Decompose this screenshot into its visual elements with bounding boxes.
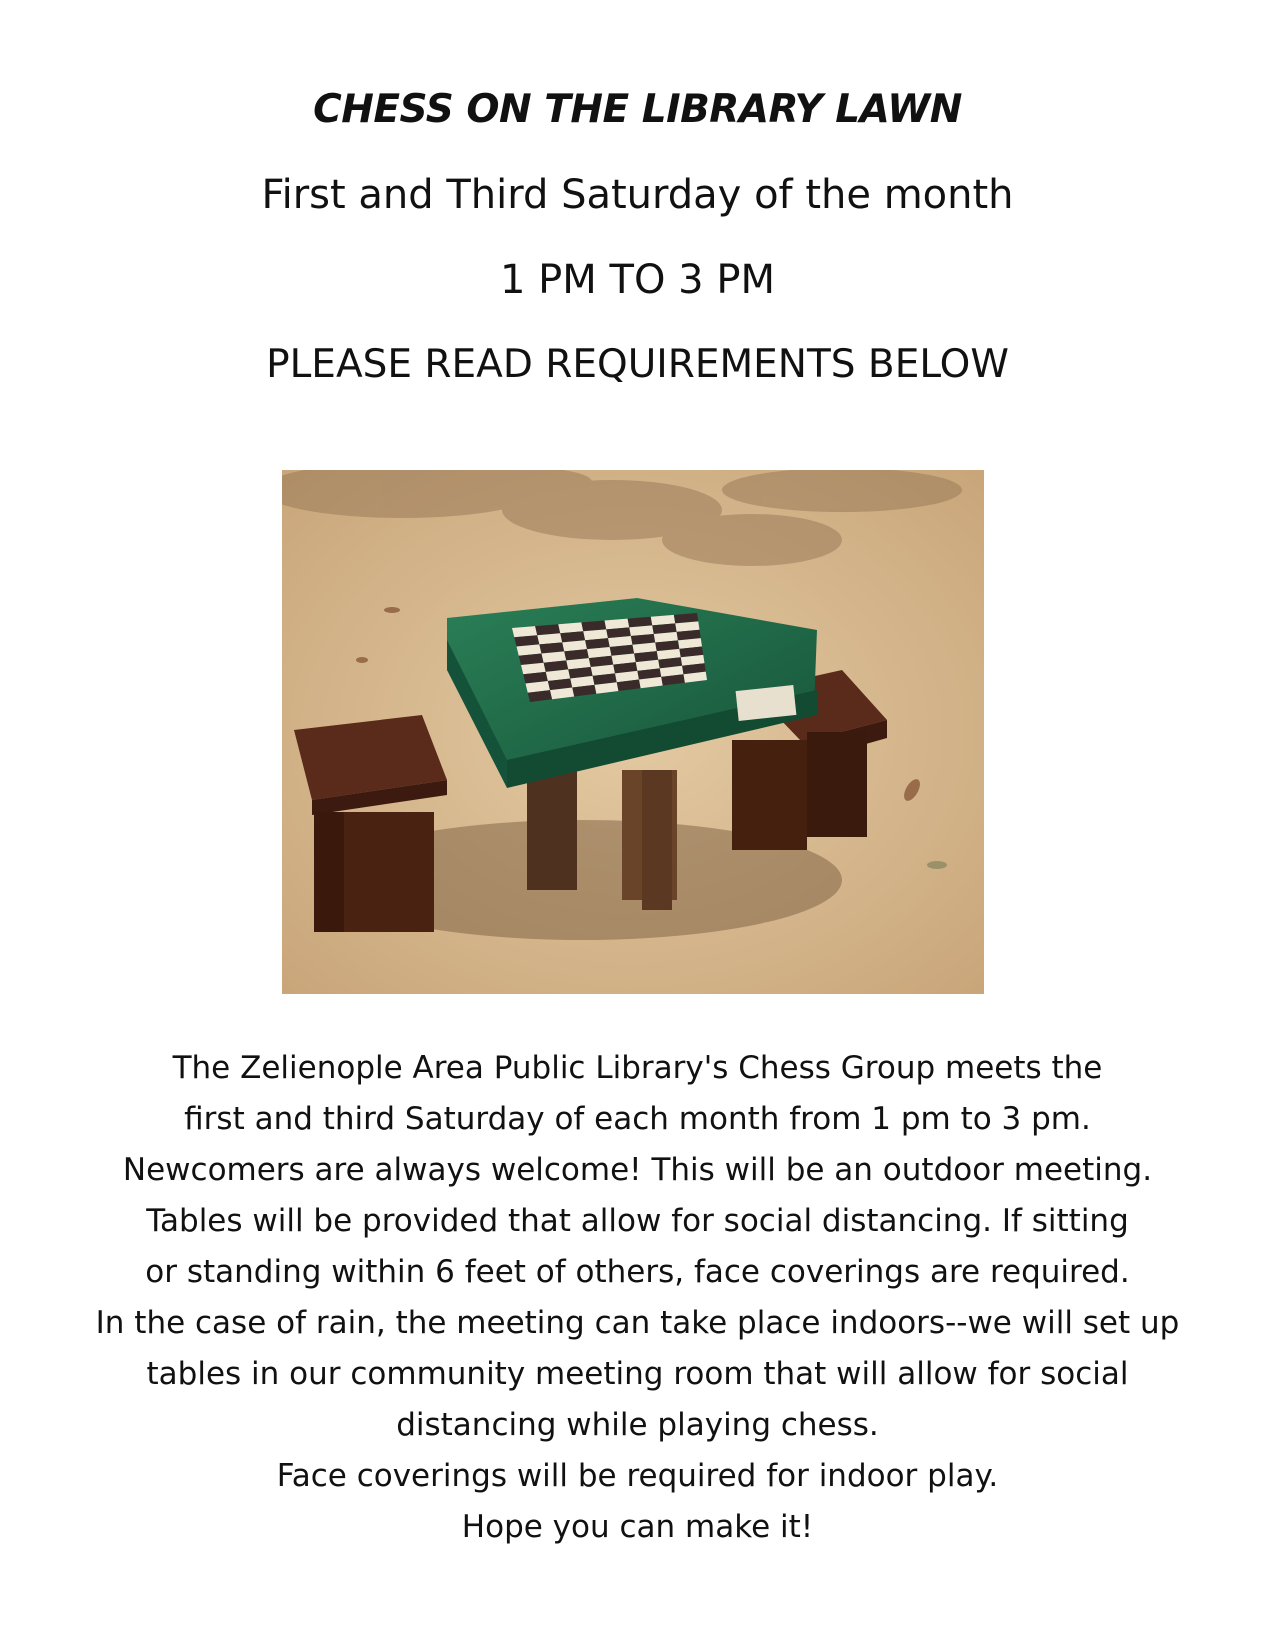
left-stool: [294, 715, 447, 932]
description-line: The Zelienople Area Public Library's Chess Group meets the: [172, 1050, 1103, 1086]
time-line: 1 PM TO 3 PM: [500, 257, 775, 303]
description-line: Newcomers are always welcome! This will be an outdoor meeting.: [122, 1152, 1153, 1188]
board-square: [512, 626, 537, 637]
requirements-notice: PLEASE READ REQUIREMENTS BELOW: [266, 342, 1009, 387]
chess-table-photo: [282, 470, 984, 994]
description-text: [0, 1043, 1275, 1553]
brand-plate: [736, 685, 797, 721]
description-line: or standing within 6 feet of others, face coverings are required.: [145, 1254, 1130, 1290]
description-line: Face coverings will be required for indoor play.: [276, 1458, 999, 1494]
flyer-title: CHESS ON THE LIBRARY LAWN: [313, 87, 962, 132]
description-line: In the case of rain, the meeting can take place indoors--we will set up: [95, 1305, 1180, 1341]
description-line: first and third Saturday of each month from 1 pm to 3 pm.: [184, 1101, 1091, 1137]
chess-table-illustration: [282, 470, 984, 994]
description-line: tables in our community meeting room that will allow for social: [146, 1356, 1129, 1392]
description-line: distancing while playing chess.: [396, 1407, 879, 1443]
description-line: Tables will be provided that allow for social distancing. If sitting: [146, 1203, 1129, 1239]
schedule-line: First and Third Saturday of the month: [261, 172, 1014, 218]
description-line: Hope you can make it!: [461, 1509, 814, 1545]
